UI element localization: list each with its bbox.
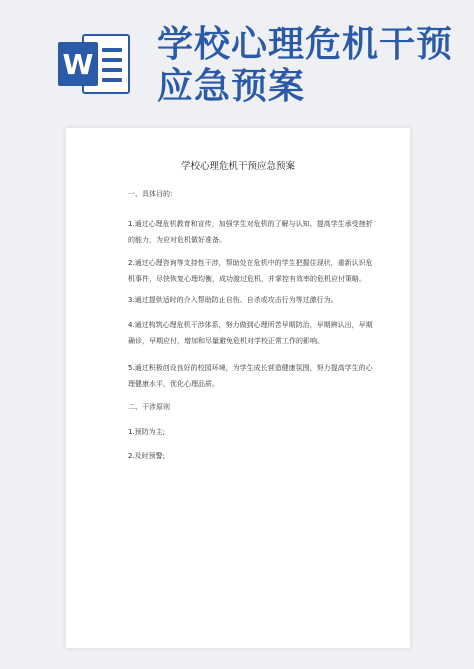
- section-heading: 一、具体目的:: [128, 190, 173, 198]
- document-title: 学校心理危机干预应急预案: [180, 161, 295, 172]
- page-title: 学校心理危机干预应急预案: [157, 24, 454, 107]
- paragraph: 1.通过心理危机教育和宣传，加强学生对危机的了解与认知，提高学生承受挫折的能力，为应对危机做好准备。: [128, 220, 373, 244]
- word-badge: W: [58, 42, 98, 86]
- section-heading: 二、干涉原则: [128, 403, 170, 411]
- paragraph: 5.通过积极创设良好的校园环境，为学生成长营造健康氛围，努力提高学生的心理健康水平，优化心理品质。: [128, 364, 373, 388]
- paragraph: 2.及时预警;: [128, 452, 166, 460]
- paragraph: 2.通过心理咨询等支持性干涉，帮助处在危机中的学生把握住现状，重新认识危机事件，尽快恢复心理均衡，成功渡过危机，并掌控有效率的危机应付策略。: [128, 259, 373, 283]
- paragraph: 4.通过构筑心理危机干涉体系，努力做到心理所苦早期防治，早期辨认出，早期确诊，早期应付，增加和尽量避免危机对学校正常工作的影响。: [128, 321, 373, 345]
- header-banner: [0, 0, 474, 112]
- word-document-icon: [58, 30, 132, 98]
- paragraph: 1.预防为主;: [128, 428, 166, 436]
- paragraph: 3.通过提供适时的介入帮助防止自伤、自杀或攻击行为等过激行为。: [128, 296, 338, 304]
- document-page: [66, 128, 410, 648]
